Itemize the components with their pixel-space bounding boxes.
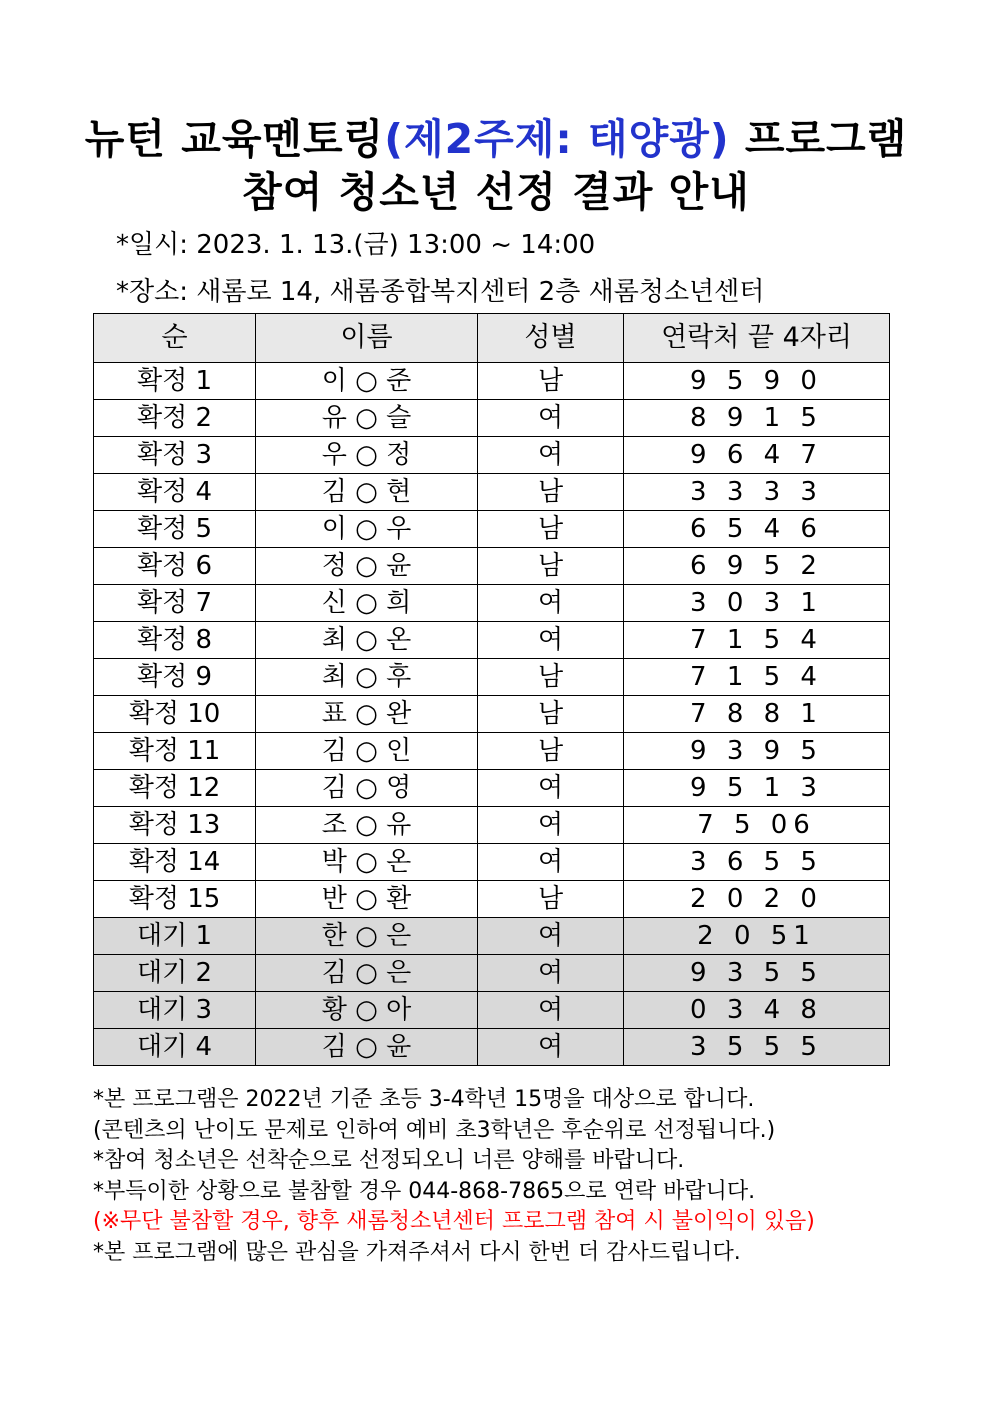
cell-gender: 남 bbox=[478, 363, 624, 400]
cell-gender: 남 bbox=[478, 733, 624, 770]
cell-phone: 2 0 2 0 bbox=[624, 881, 890, 918]
cell-gender: 여 bbox=[478, 437, 624, 474]
note-target: *본 프로그램은 2022년 기준 초등 3-4학년 15명을 대상으로 합니다. bbox=[93, 1087, 755, 1112]
cell-phone: 6 5 4 6 bbox=[624, 511, 890, 548]
cell-name: 표 ○ 완 bbox=[256, 696, 478, 733]
cell-order: 확정 4 bbox=[94, 474, 256, 511]
table-row bbox=[94, 1029, 890, 1066]
cell-order: 확정 13 bbox=[94, 807, 256, 844]
title-suffix: 프로그램 bbox=[729, 115, 908, 163]
table-row bbox=[94, 696, 890, 733]
cell-gender: 남 bbox=[478, 474, 624, 511]
cell-gender: 남 bbox=[478, 696, 624, 733]
event-datetime: *일시: 2023. 1. 13.(금) 13:00 ~ 14:00 bbox=[116, 230, 596, 260]
cell-order: 대기 2 bbox=[94, 955, 256, 992]
cell-name: 최 ○ 온 bbox=[256, 622, 478, 659]
cell-phone: 0 3 4 8 bbox=[624, 992, 890, 1029]
cell-name: 김 ○ 은 bbox=[256, 955, 478, 992]
page-title-line2: 참여 청소년 선정 결과 안내 bbox=[242, 168, 750, 216]
table-body bbox=[94, 363, 890, 1066]
cell-phone: 7 5 06 bbox=[624, 807, 890, 844]
cell-order: 확정 2 bbox=[94, 400, 256, 437]
cell-name: 우 ○ 정 bbox=[256, 437, 478, 474]
table-row bbox=[94, 363, 890, 400]
page-title-line1 bbox=[0, 114, 992, 164]
table-row bbox=[94, 733, 890, 770]
cell-phone: 2 0 51 bbox=[624, 918, 890, 955]
table-row bbox=[94, 511, 890, 548]
cell-order: 대기 3 bbox=[94, 992, 256, 1029]
cell-phone: 9 6 4 7 bbox=[624, 437, 890, 474]
note-contact: *부득이한 상황으로 불참할 경우 044-868-7865으로 연락 바랍니다. bbox=[93, 1178, 756, 1204]
cell-name: 김 ○ 윤 bbox=[256, 1029, 478, 1066]
cell-order: 확정 11 bbox=[94, 733, 256, 770]
cell-order: 확정 7 bbox=[94, 585, 256, 622]
header-gender: 성별 bbox=[478, 314, 624, 363]
cell-gender: 여 bbox=[478, 918, 624, 955]
table-row bbox=[94, 844, 890, 881]
table-row bbox=[94, 400, 890, 437]
cell-order: 확정 12 bbox=[94, 770, 256, 807]
title-topic: (제2주제: 태양광) bbox=[384, 115, 730, 163]
cell-order: 확정 10 bbox=[94, 696, 256, 733]
cell-name: 정 ○ 윤 bbox=[256, 548, 478, 585]
cell-name: 박 ○ 온 bbox=[256, 844, 478, 881]
cell-gender: 여 bbox=[478, 622, 624, 659]
cell-gender: 여 bbox=[478, 1029, 624, 1066]
cell-gender: 여 bbox=[478, 955, 624, 992]
cell-gender: 여 bbox=[478, 585, 624, 622]
cell-phone: 7 1 5 4 bbox=[624, 659, 890, 696]
cell-phone: 8 9 1 5 bbox=[624, 400, 890, 437]
cell-order: 확정 1 bbox=[94, 363, 256, 400]
cell-order: 확정 5 bbox=[94, 511, 256, 548]
table-row bbox=[94, 585, 890, 622]
table-row bbox=[94, 881, 890, 918]
cell-gender: 여 bbox=[478, 844, 624, 881]
notes-section bbox=[93, 1085, 913, 1268]
cell-gender: 남 bbox=[478, 511, 624, 548]
cell-phone: 9 5 9 0 bbox=[624, 363, 890, 400]
note-selection: *참여 청소년은 선착순으로 선정되오니 너른 양해를 바랍니다. bbox=[93, 1148, 685, 1173]
table-row bbox=[94, 548, 890, 585]
cell-order: 대기 1 bbox=[94, 918, 256, 955]
cell-order: 확정 15 bbox=[94, 881, 256, 918]
cell-name: 김 ○ 현 bbox=[256, 474, 478, 511]
cell-gender: 남 bbox=[478, 548, 624, 585]
title-prefix: 뉴턴 교육멘토링 bbox=[84, 115, 385, 163]
table-row bbox=[94, 474, 890, 511]
header-name: 이름 bbox=[256, 314, 478, 363]
cell-name: 유 ○ 슬 bbox=[256, 400, 478, 437]
table-row bbox=[94, 992, 890, 1029]
cell-phone: 3 5 5 5 bbox=[624, 1029, 890, 1066]
participants-table bbox=[93, 313, 890, 1066]
cell-name: 신 ○ 희 bbox=[256, 585, 478, 622]
table-row bbox=[94, 955, 890, 992]
cell-gender: 남 bbox=[478, 659, 624, 696]
cell-phone: 9 3 5 5 bbox=[624, 955, 890, 992]
note-warning: (※무단 불참할 경우, 향후 새롬청소년센터 프로그램 참여 시 불이익이 있음) bbox=[93, 1209, 815, 1234]
cell-phone: 3 6 5 5 bbox=[624, 844, 890, 881]
cell-order: 확정 9 bbox=[94, 659, 256, 696]
cell-gender: 남 bbox=[478, 881, 624, 918]
table-row bbox=[94, 437, 890, 474]
cell-name: 김 ○ 인 bbox=[256, 733, 478, 770]
cell-order: 확정 14 bbox=[94, 844, 256, 881]
cell-gender: 여 bbox=[478, 400, 624, 437]
event-place: *장소: 새롬로 14, 새롬종합복지센터 2층 새롬청소년센터 bbox=[116, 277, 765, 307]
cell-gender: 여 bbox=[478, 807, 624, 844]
table-header-row bbox=[94, 314, 890, 363]
cell-phone: 7 1 5 4 bbox=[624, 622, 890, 659]
cell-order: 확정 8 bbox=[94, 622, 256, 659]
cell-name: 김 ○ 영 bbox=[256, 770, 478, 807]
cell-name: 조 ○ 유 bbox=[256, 807, 478, 844]
cell-phone: 3 3 3 3 bbox=[624, 474, 890, 511]
cell-phone: 3 0 3 1 bbox=[624, 585, 890, 622]
table-row bbox=[94, 807, 890, 844]
cell-order: 확정 6 bbox=[94, 548, 256, 585]
cell-name: 반 ○ 환 bbox=[256, 881, 478, 918]
cell-phone: 6 9 5 2 bbox=[624, 548, 890, 585]
cell-name: 한 ○ 은 bbox=[256, 918, 478, 955]
cell-name: 이 ○ 준 bbox=[256, 363, 478, 400]
table-row bbox=[94, 622, 890, 659]
table-row bbox=[94, 770, 890, 807]
cell-gender: 여 bbox=[478, 992, 624, 1029]
table-row bbox=[94, 918, 890, 955]
note-target-detail: (콘텐츠의 난이도 문제로 인하여 예비 초3학년은 후순위로 선정됩니다.) bbox=[93, 1117, 776, 1143]
cell-phone: 9 3 9 5 bbox=[624, 733, 890, 770]
cell-name: 최 ○ 후 bbox=[256, 659, 478, 696]
cell-name: 이 ○ 우 bbox=[256, 511, 478, 548]
cell-order: 대기 4 bbox=[94, 1029, 256, 1066]
cell-phone: 7 8 8 1 bbox=[624, 696, 890, 733]
header-phone: 연락처 끝 4자리 bbox=[624, 314, 890, 363]
header-order: 순 bbox=[94, 314, 256, 363]
cell-gender: 여 bbox=[478, 770, 624, 807]
note-thanks: *본 프로그램에 많은 관심을 가져주셔서 다시 한번 더 감사드립니다. bbox=[93, 1239, 741, 1265]
table-row bbox=[94, 659, 890, 696]
cell-name: 황 ○ 아 bbox=[256, 992, 478, 1029]
cell-order: 확정 3 bbox=[94, 437, 256, 474]
cell-phone: 9 5 1 3 bbox=[624, 770, 890, 807]
